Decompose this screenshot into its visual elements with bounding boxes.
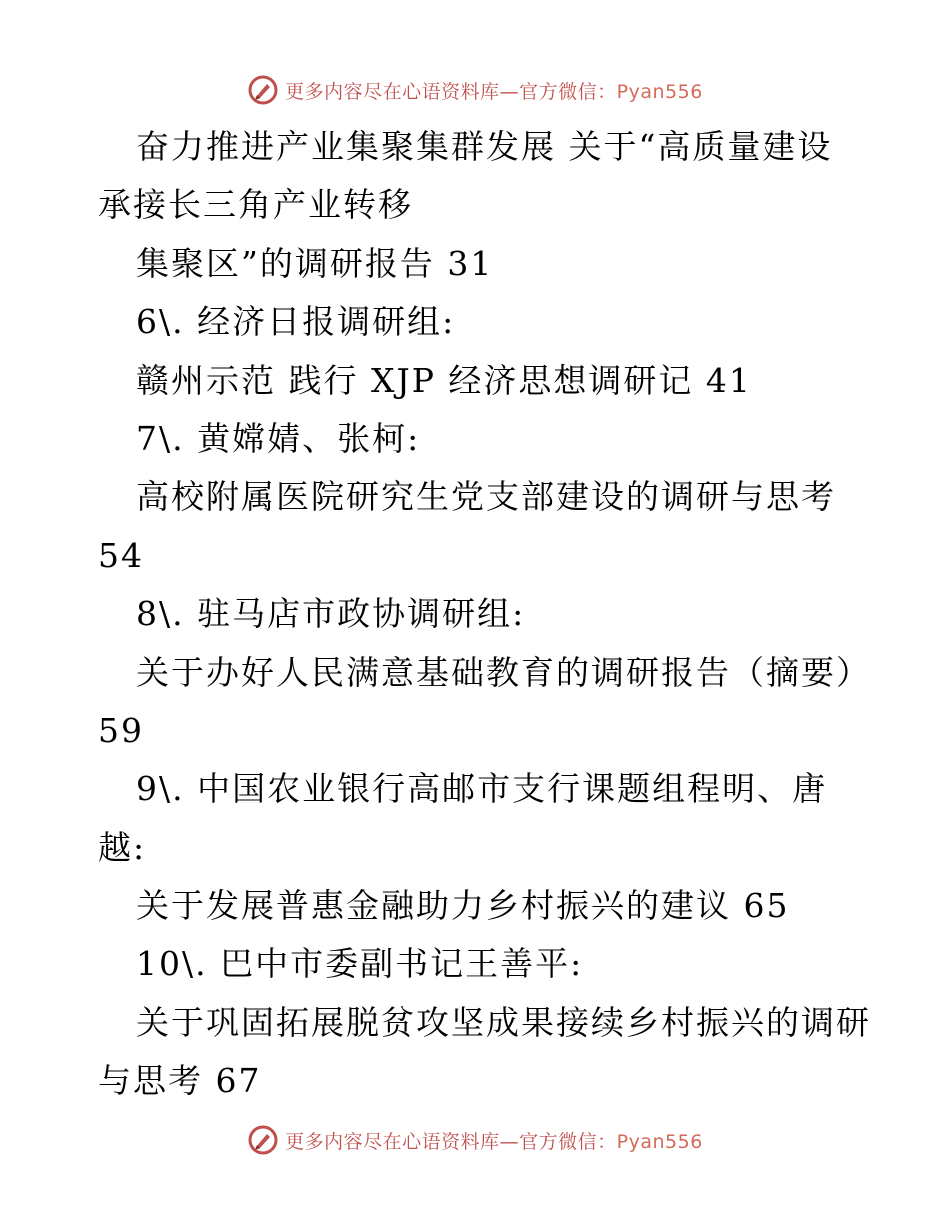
text-line: 9\. 中国农业银行高邮市支行课题组程明、唐 bbox=[136, 769, 828, 809]
text-line: 6\. 经济日报调研组: bbox=[136, 302, 456, 342]
text-line: 奋力推进产业集聚集群发展 关于“高质量建设 bbox=[136, 127, 833, 166]
text-line: 关于巩固拓展脱贫攻坚成果接续乡村振兴的调研 bbox=[136, 1002, 871, 1042]
text-line: 集聚区”的调研报告 31 bbox=[136, 243, 494, 283]
text-line: 赣州示范 践行 XJP 经济思想调研记 41 bbox=[136, 360, 752, 400]
banner-text: 更多内容尽在心语资料库—官方微信：Pyan556 bbox=[285, 1130, 703, 1153]
pen-circle-logo-icon bbox=[247, 74, 279, 106]
text-line: 59 bbox=[98, 710, 144, 750]
text-line: 与思考 67 bbox=[98, 1061, 262, 1101]
text-line: 10\. 巴中市委副书记王善平: bbox=[136, 944, 584, 984]
text-line: 高校附属医院研究生党支部建设的调研与思考 bbox=[136, 477, 836, 517]
wechat-id: Pyan556 bbox=[616, 1130, 703, 1153]
document-body bbox=[98, 118, 871, 1111]
text-line: 承接长三角产业转移 bbox=[98, 185, 413, 225]
pen-circle-logo-icon bbox=[247, 1124, 279, 1156]
footer-banner bbox=[0, 1120, 950, 1160]
text-line: 关于发展普惠金融助力乡村振兴的建议 65 bbox=[136, 886, 790, 926]
text-line: 54 bbox=[98, 535, 144, 575]
text-line: 7\. 黄嫦婧、张柯: bbox=[136, 418, 421, 458]
text-line: 越: bbox=[98, 827, 147, 867]
text-line: 关于办好人民满意基础教育的调研报告（摘要） bbox=[136, 652, 871, 692]
wechat-id: Pyan556 bbox=[616, 80, 703, 103]
header-banner bbox=[0, 70, 950, 110]
banner-text: 更多内容尽在心语资料库—官方微信：Pyan556 bbox=[285, 80, 703, 103]
text-line: 8\. 驻马店市政协调研组: bbox=[136, 594, 526, 634]
